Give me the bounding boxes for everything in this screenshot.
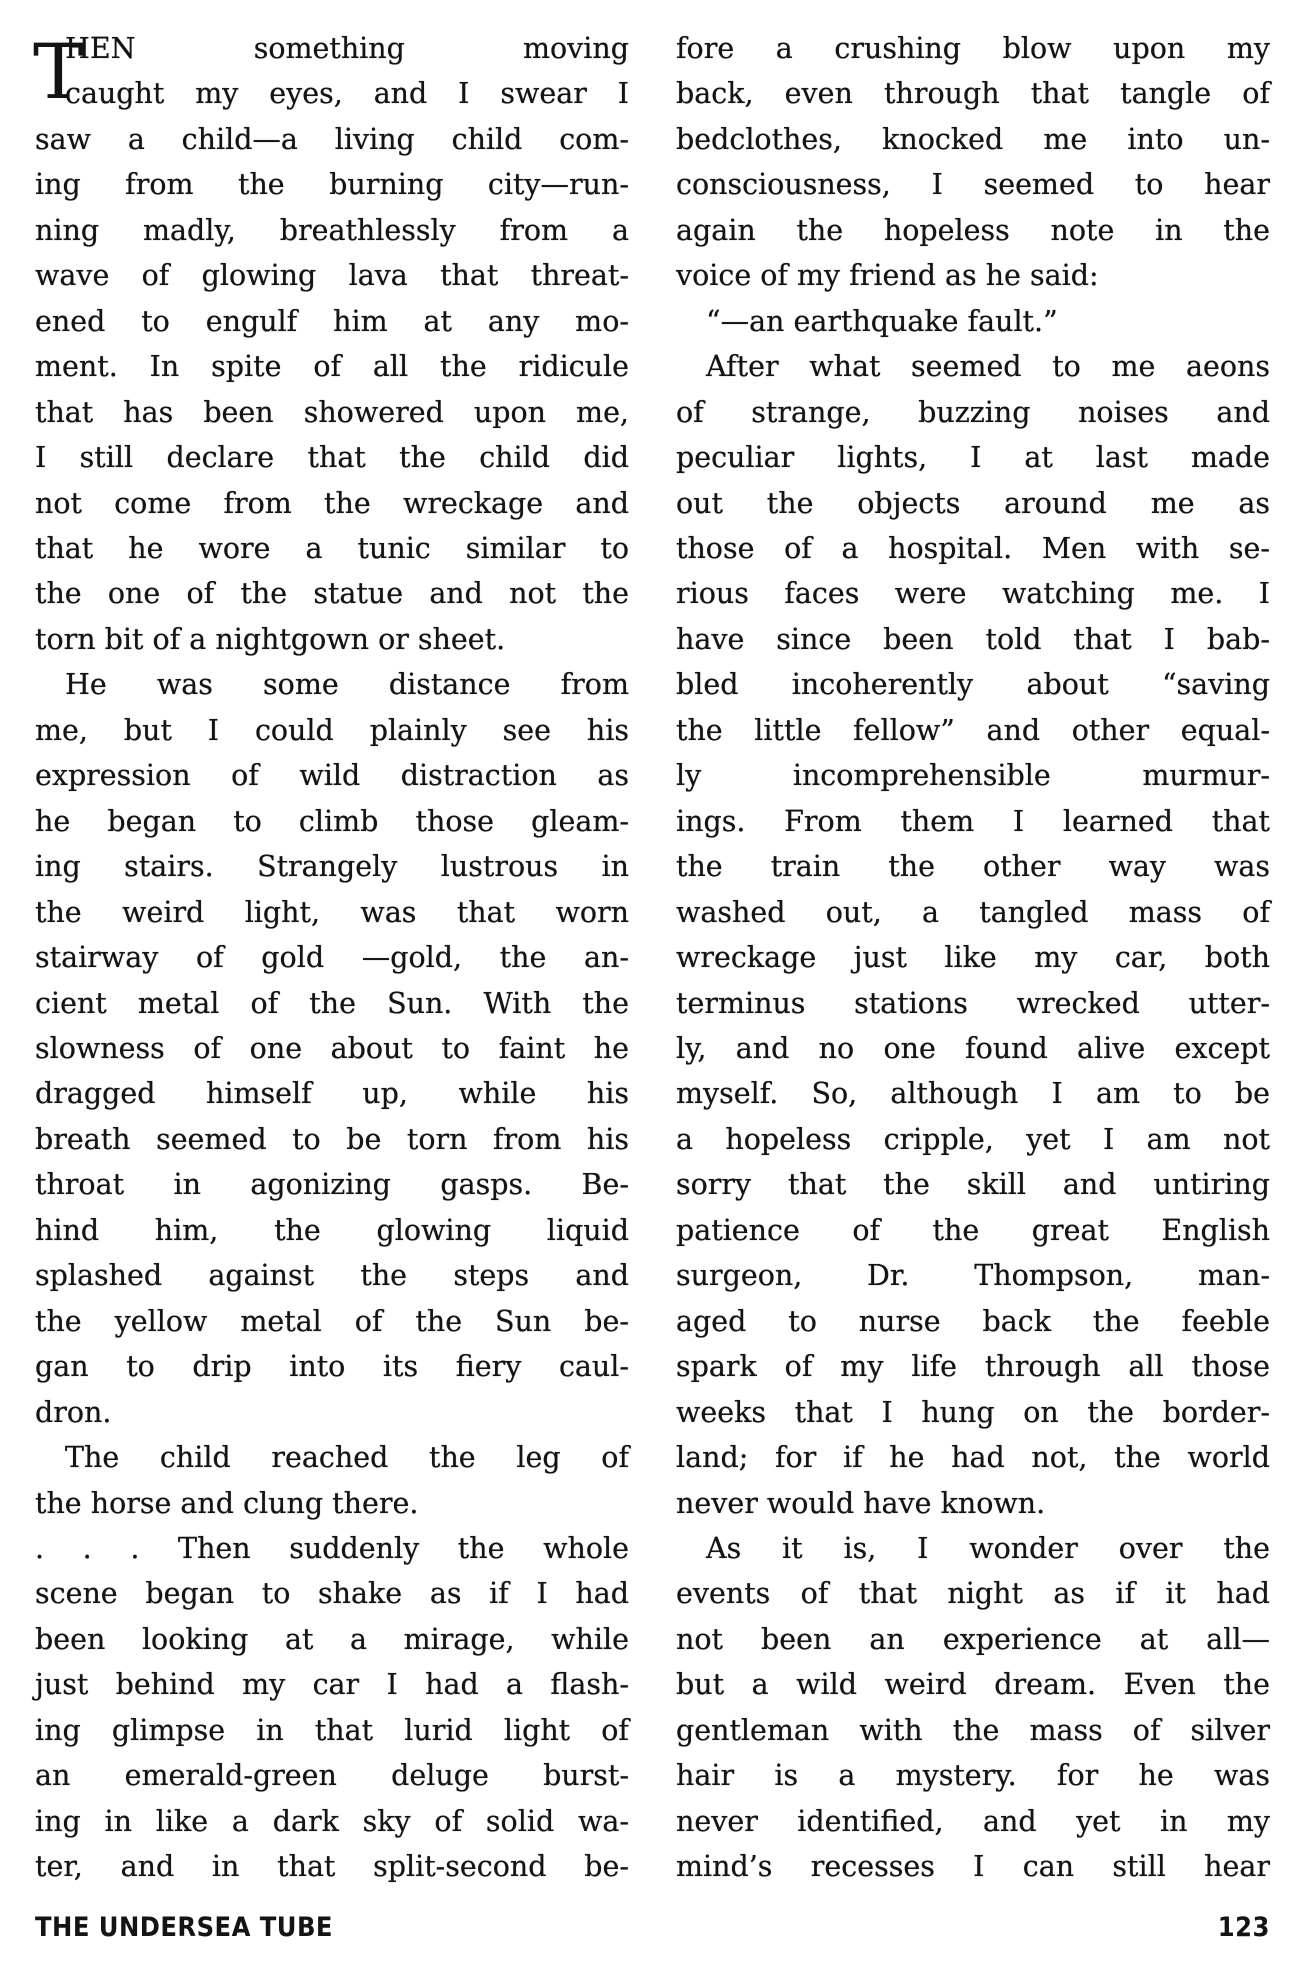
left-column [35, 26, 629, 1890]
text-line: ing from the burning city—run- [35, 168, 629, 202]
text-line: ly incomprehensible murmur- [676, 759, 1270, 793]
text-line: fore a crushing blow upon my [676, 32, 1270, 65]
text-line: mind’s recesses I can still hear [676, 1850, 1270, 1884]
text-line: ment. In spite of all the ridicule [35, 350, 629, 384]
text-line: washed out, a tangled mass of [676, 895, 1270, 929]
text-line: that has been showered upon me, [35, 395, 629, 429]
text-line: land; for if he had not, the world [676, 1441, 1270, 1475]
text-line: been looking at a mirage, while [35, 1622, 629, 1656]
text-line: have since been told that I bab- [676, 622, 1270, 656]
text-line: ning madly, breathlessly from a [35, 213, 629, 247]
text-line: an emerald-green deluge burst- [35, 1759, 629, 1793]
text-line: dragged himself up, while his [35, 1077, 629, 1111]
text-line: out the objects around me as [676, 486, 1270, 520]
text-line: the horse and clung there. [35, 1486, 419, 1520]
text-line: the little fellow” and other equal- [676, 713, 1270, 747]
text-line: “—an earthquake fault.” [706, 304, 1058, 338]
text-line: myself. So, although I am to be [676, 1077, 1270, 1111]
text-line: ing stairs. Strangely lustrous in [35, 850, 629, 884]
text-line: of strange, buzzing noises and [676, 395, 1270, 429]
text-line: dron. [35, 1395, 112, 1429]
text-line: not been an experience at all— [676, 1622, 1270, 1656]
text-line: gentleman with the mass of silver [676, 1713, 1270, 1747]
text-line: not come from the wreckage and [35, 486, 629, 520]
text-line: hind him, the glowing liquid [35, 1213, 629, 1247]
text-line: torn bit of a nightgown or sheet. [35, 622, 506, 656]
text-line: those of a hospital. Men with se- [676, 531, 1270, 565]
text-line: the weird light, was that worn [35, 895, 629, 929]
text-line: hair is a mystery. for he was [676, 1759, 1270, 1793]
text-line: voice of my friend as he said: [676, 259, 1099, 293]
text-line: sorry that the skill and untiring [676, 1168, 1270, 1202]
text-line: . . . Then suddenly the whole [35, 1531, 629, 1565]
text-line: stairway of gold —gold, the an- [35, 941, 629, 975]
page-number: 123 [1217, 1912, 1270, 1943]
text-line: me, but I could plainly see his [35, 713, 629, 747]
text-line: wreckage just like my car, both [676, 941, 1270, 975]
text-line: The child reached the leg of [65, 1441, 629, 1475]
text-line: cient metal of the Sun. With the [35, 986, 629, 1020]
text-line: bled incoherently about “saving [676, 668, 1270, 702]
text-line: surgeon, Dr. Thompson, man- [676, 1259, 1270, 1293]
text-line: wave of glowing lava that threat- [35, 259, 629, 293]
text-line: rious faces were watching me. I [676, 577, 1270, 611]
text-line: I still declare that the child did [35, 441, 629, 475]
text-line: that he wore a tunic similar to [35, 531, 629, 565]
text-line: back, even through that tangle of [676, 77, 1270, 111]
text-line: ings. From them I learned that [676, 804, 1270, 838]
right-column [676, 26, 1270, 1890]
text-line: slowness of one about to faint he [35, 1031, 629, 1065]
text-line: breath seemed to be torn from his [35, 1122, 629, 1156]
text-line: scene began to shake as if I had [35, 1577, 629, 1611]
text-line: splashed against the steps and [35, 1259, 629, 1293]
text-line: consciousness, I seemed to hear [676, 168, 1270, 202]
text-line: weeks that I hung on the border- [676, 1395, 1270, 1429]
text-line: just behind my car I had a flash- [35, 1668, 629, 1702]
text-line: As it is, I wonder over the [706, 1531, 1270, 1565]
text-line: ly, and no one found alive except [676, 1031, 1270, 1065]
text-line: spark of my life through all those [676, 1350, 1270, 1384]
text-line: never identified, and yet in my [676, 1804, 1270, 1838]
text-line: saw a child—a living child com- [35, 122, 629, 156]
text-line: terminus stations wrecked utter- [676, 986, 1270, 1020]
text-line: a hopeless cripple, yet I am not [676, 1122, 1270, 1156]
text-line: peculiar lights, I at last made [676, 441, 1270, 475]
text-line: ing in like a dark sky of solid wa- [35, 1804, 629, 1838]
text-line: the train the other way was [676, 850, 1270, 884]
text-line: gan to drip into its fiery caul- [35, 1350, 629, 1384]
text-line: throat in agonizing gasps. Be- [35, 1168, 629, 1202]
text-line: the one of the statue and not the [35, 577, 629, 611]
text-line: expression of wild distraction as [35, 759, 629, 793]
text-line: caught my eyes, and I swear I [65, 77, 629, 111]
text-line: he began to climb those gleam- [35, 804, 629, 838]
text-line: HEN something moving [65, 32, 629, 65]
text-line: again the hopeless note in the [676, 213, 1270, 247]
text-line: ter, and in that split-second be- [35, 1850, 629, 1884]
text-line: ing glimpse in that lurid light of [35, 1713, 629, 1747]
text-line: never would have known. [676, 1486, 1046, 1520]
text-line: ened to engulf him at any mo- [35, 304, 629, 338]
drop-cap: T [33, 27, 84, 116]
text-line: He was some distance from [65, 668, 629, 702]
text-line: events of that night as if it had [676, 1577, 1270, 1611]
text-line: bedclothes, knocked me into un- [676, 122, 1270, 156]
text-line: but a wild weird dream. Even the [676, 1668, 1270, 1702]
text-line: After what seemed to me aeons [706, 350, 1270, 384]
text-line: the yellow metal of the Sun be- [35, 1304, 629, 1338]
text-line: aged to nurse back the feeble [676, 1304, 1270, 1338]
running-footer-title: THE UNDERSEA TUBE [35, 1912, 333, 1943]
text-line: patience of the great English [676, 1213, 1270, 1247]
